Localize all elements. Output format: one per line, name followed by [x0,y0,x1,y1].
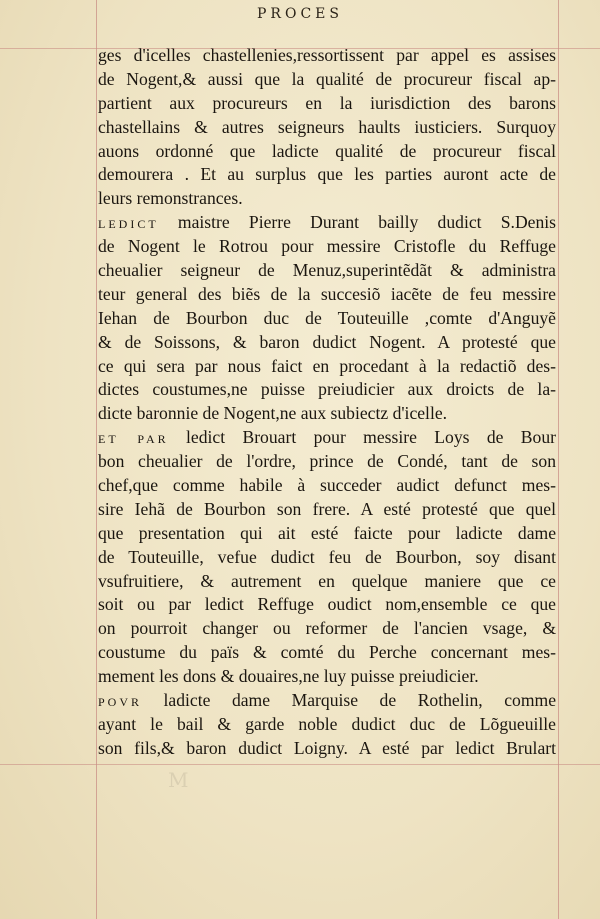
paragraph-lead: POVR [98,695,143,710]
text-line: dictes coustumes,ne puisse preiudicier aux droicts de la- [98,379,556,400]
running-header [0,6,600,22]
text-line [98,689,556,713]
text-run: ledict Brouart pour messire Loys de Bour [168,427,556,448]
text-line: on pourroit changer ou reformer de l'ancien vsage, & [98,618,556,639]
text-line: que presentation qui ait esté faicte pour ladicte dame [98,522,556,543]
text-run: ladicte dame Marquise de Rothelin, comme [142,690,556,711]
text-line: de Nogent le Rotrou pour messire Cristofle du Reffuge [98,236,556,257]
text-line: ges d'icelles chastellenies,ressortissent par appel es assises [98,45,556,65]
paragraph [98,211,556,426]
paragraph [98,426,556,689]
text-line: coustume du païs & comté du Perche concernant mes- [98,642,556,663]
text-line: soit ou par ledict Reffuge oudict nom,ensemble ce que [98,594,556,615]
text-line: dicte baronnie de Nogent,ne aux subiectz d'icelle. [98,403,448,424]
paragraph-lead: ET PAR [98,432,169,447]
paragraph-lead: LEDICT [98,217,159,232]
text-line: vsufruitiere, & autrement en quelque maniere que ce [98,570,556,591]
text-line: mement les dons & douaires,ne luy puisse preiudicier. [98,666,479,687]
body-text [98,44,556,761]
text-line [98,426,556,450]
text-line: & de Soissons, & baron dudict Nogent. A protesté que [98,331,556,352]
text-line: teur general des biẽs de la succesiõ iacẽte de feu messire [98,283,556,304]
text-line: de Nogent,& aussi que la qualité de procureur fiscal ap- [98,68,556,89]
text-line [98,211,556,235]
text-line: chef,que comme habile à succeder audict defunct mes- [98,475,556,496]
text-line: Iehan de Bourbon duc de Touteuille ,comte d'Anguyẽ [98,307,556,328]
text-line: chastellains & autres seigneurs haults iusticiers. Surquoy [98,116,556,137]
text-line: partient aux procureurs en la iurisdiction des barons [98,92,556,113]
text-line: cheualier seigneur de Menuz,superintẽdãt & administra [98,260,556,281]
text-line: demourera . Et au surplus que les parties auront acte de [98,164,556,185]
paragraph [98,44,556,211]
text-line: ayant le bail & garde noble dudict duc de Lõgueuille [98,713,556,734]
text-line: leurs remonstrances. [98,188,243,209]
text-run: maistre Pierre Durant bailly dudict S.Denis [158,212,556,233]
paragraph [98,689,556,761]
text-line: auons ordonné que ladicte qualité de procureur fiscal [98,140,556,161]
bleed-through-mark: M [168,768,189,792]
margin-rule-right [558,0,559,919]
text-line: sire Iehã de Bourbon son frere. A esté protesté que quel [98,498,556,519]
margin-rule-left [96,0,97,919]
running-title: PROCES [257,6,343,22]
text-line: bon cheualier de l'ordre, prince de Condé, tant de son [98,451,556,472]
text-line: ce qui sera par nous faict en procedant à la redactiõ des- [98,355,556,376]
text-line: de Touteuille, vefue dudict feu de Bourbon, soy disant [98,546,556,567]
text-line: son fils,& baron dudict Loigny. A esté par ledict Brulart [98,737,556,758]
margin-rule-bottom [0,764,600,765]
